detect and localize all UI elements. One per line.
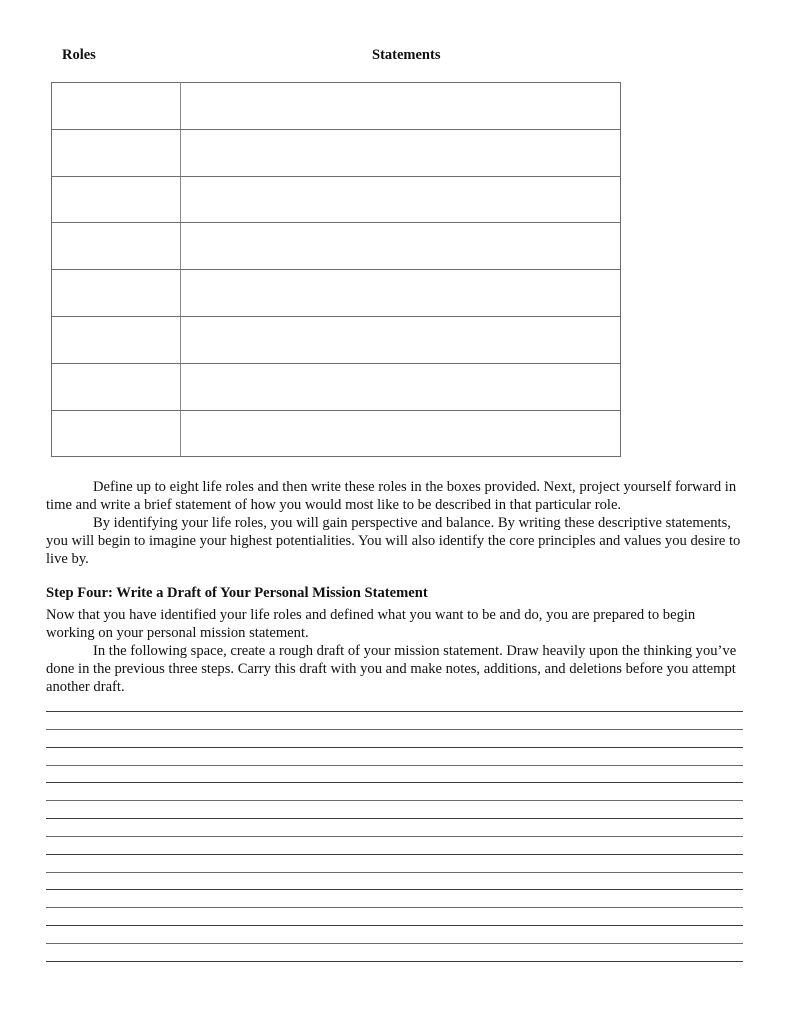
role-cell[interactable] <box>52 223 181 270</box>
writing-line[interactable] <box>46 943 743 961</box>
role-cell[interactable] <box>52 129 181 176</box>
statement-cell[interactable] <box>181 176 621 223</box>
table-row <box>52 363 621 410</box>
statements-header: Statements <box>372 47 441 63</box>
role-cell[interactable] <box>52 83 181 130</box>
writing-line[interactable] <box>46 729 743 747</box>
writing-line[interactable] <box>46 747 743 765</box>
role-cell[interactable] <box>52 363 181 410</box>
writing-line[interactable] <box>46 836 743 854</box>
role-cell[interactable] <box>52 410 181 457</box>
instructions-block <box>46 478 746 568</box>
role-cell[interactable] <box>52 270 181 317</box>
writing-line[interactable] <box>46 907 743 925</box>
step-four-paragraph: In the following space, create a rough draft of your mission statement. Draw heavily upon the thinking you’ve done in the previous three steps. Carry this draft with you and make notes, additions, and deletions before you attempt another draft. <box>46 643 737 695</box>
statement-cell[interactable] <box>181 83 621 130</box>
writing-line[interactable] <box>46 854 743 872</box>
table-row <box>52 410 621 457</box>
writing-line[interactable] <box>46 961 743 979</box>
role-cell[interactable] <box>52 316 181 363</box>
step-four-heading: Step Four: Write a Draft of Your Personal Mission Statement <box>46 585 428 601</box>
writing-line[interactable] <box>46 925 743 943</box>
roles-header: Roles <box>62 47 96 63</box>
statement-cell[interactable] <box>181 129 621 176</box>
writing-line[interactable] <box>46 765 743 783</box>
writing-line[interactable] <box>46 818 743 836</box>
writing-line[interactable] <box>46 889 743 907</box>
roles-statements-table <box>51 82 621 457</box>
statement-cell[interactable] <box>181 223 621 270</box>
instructions-paragraph: Define up to eight life roles and then write these roles in the boxes provided. Next, project yourself forward in time and write a brief statement of how you would most like to be described in that particular role. <box>46 479 737 513</box>
statement-cell[interactable] <box>181 270 621 317</box>
table-row <box>52 270 621 317</box>
table-row <box>52 176 621 223</box>
step-four-paragraph: Now that you have identified your life roles and defined what you want to be and do, you are prepared to begin working on your personal mission statement. <box>46 607 696 641</box>
writing-line[interactable] <box>46 711 743 729</box>
writing-line[interactable] <box>46 800 743 818</box>
draft-writing-area[interactable] <box>46 711 743 979</box>
table-row <box>52 129 621 176</box>
statement-cell[interactable] <box>181 363 621 410</box>
role-cell[interactable] <box>52 176 181 223</box>
table-row <box>52 223 621 270</box>
writing-line[interactable] <box>46 872 743 890</box>
statement-cell[interactable] <box>181 410 621 457</box>
writing-line[interactable] <box>46 782 743 800</box>
table-row <box>52 316 621 363</box>
statement-cell[interactable] <box>181 316 621 363</box>
step-four-text <box>46 606 746 696</box>
instructions-paragraph: By identifying your life roles, you will gain perspective and balance. By writing these descriptive statements, you will begin to imagine your highest potentialities. You will also identify the core principles and values you desire to live by. <box>46 515 741 567</box>
table-row <box>52 83 621 130</box>
